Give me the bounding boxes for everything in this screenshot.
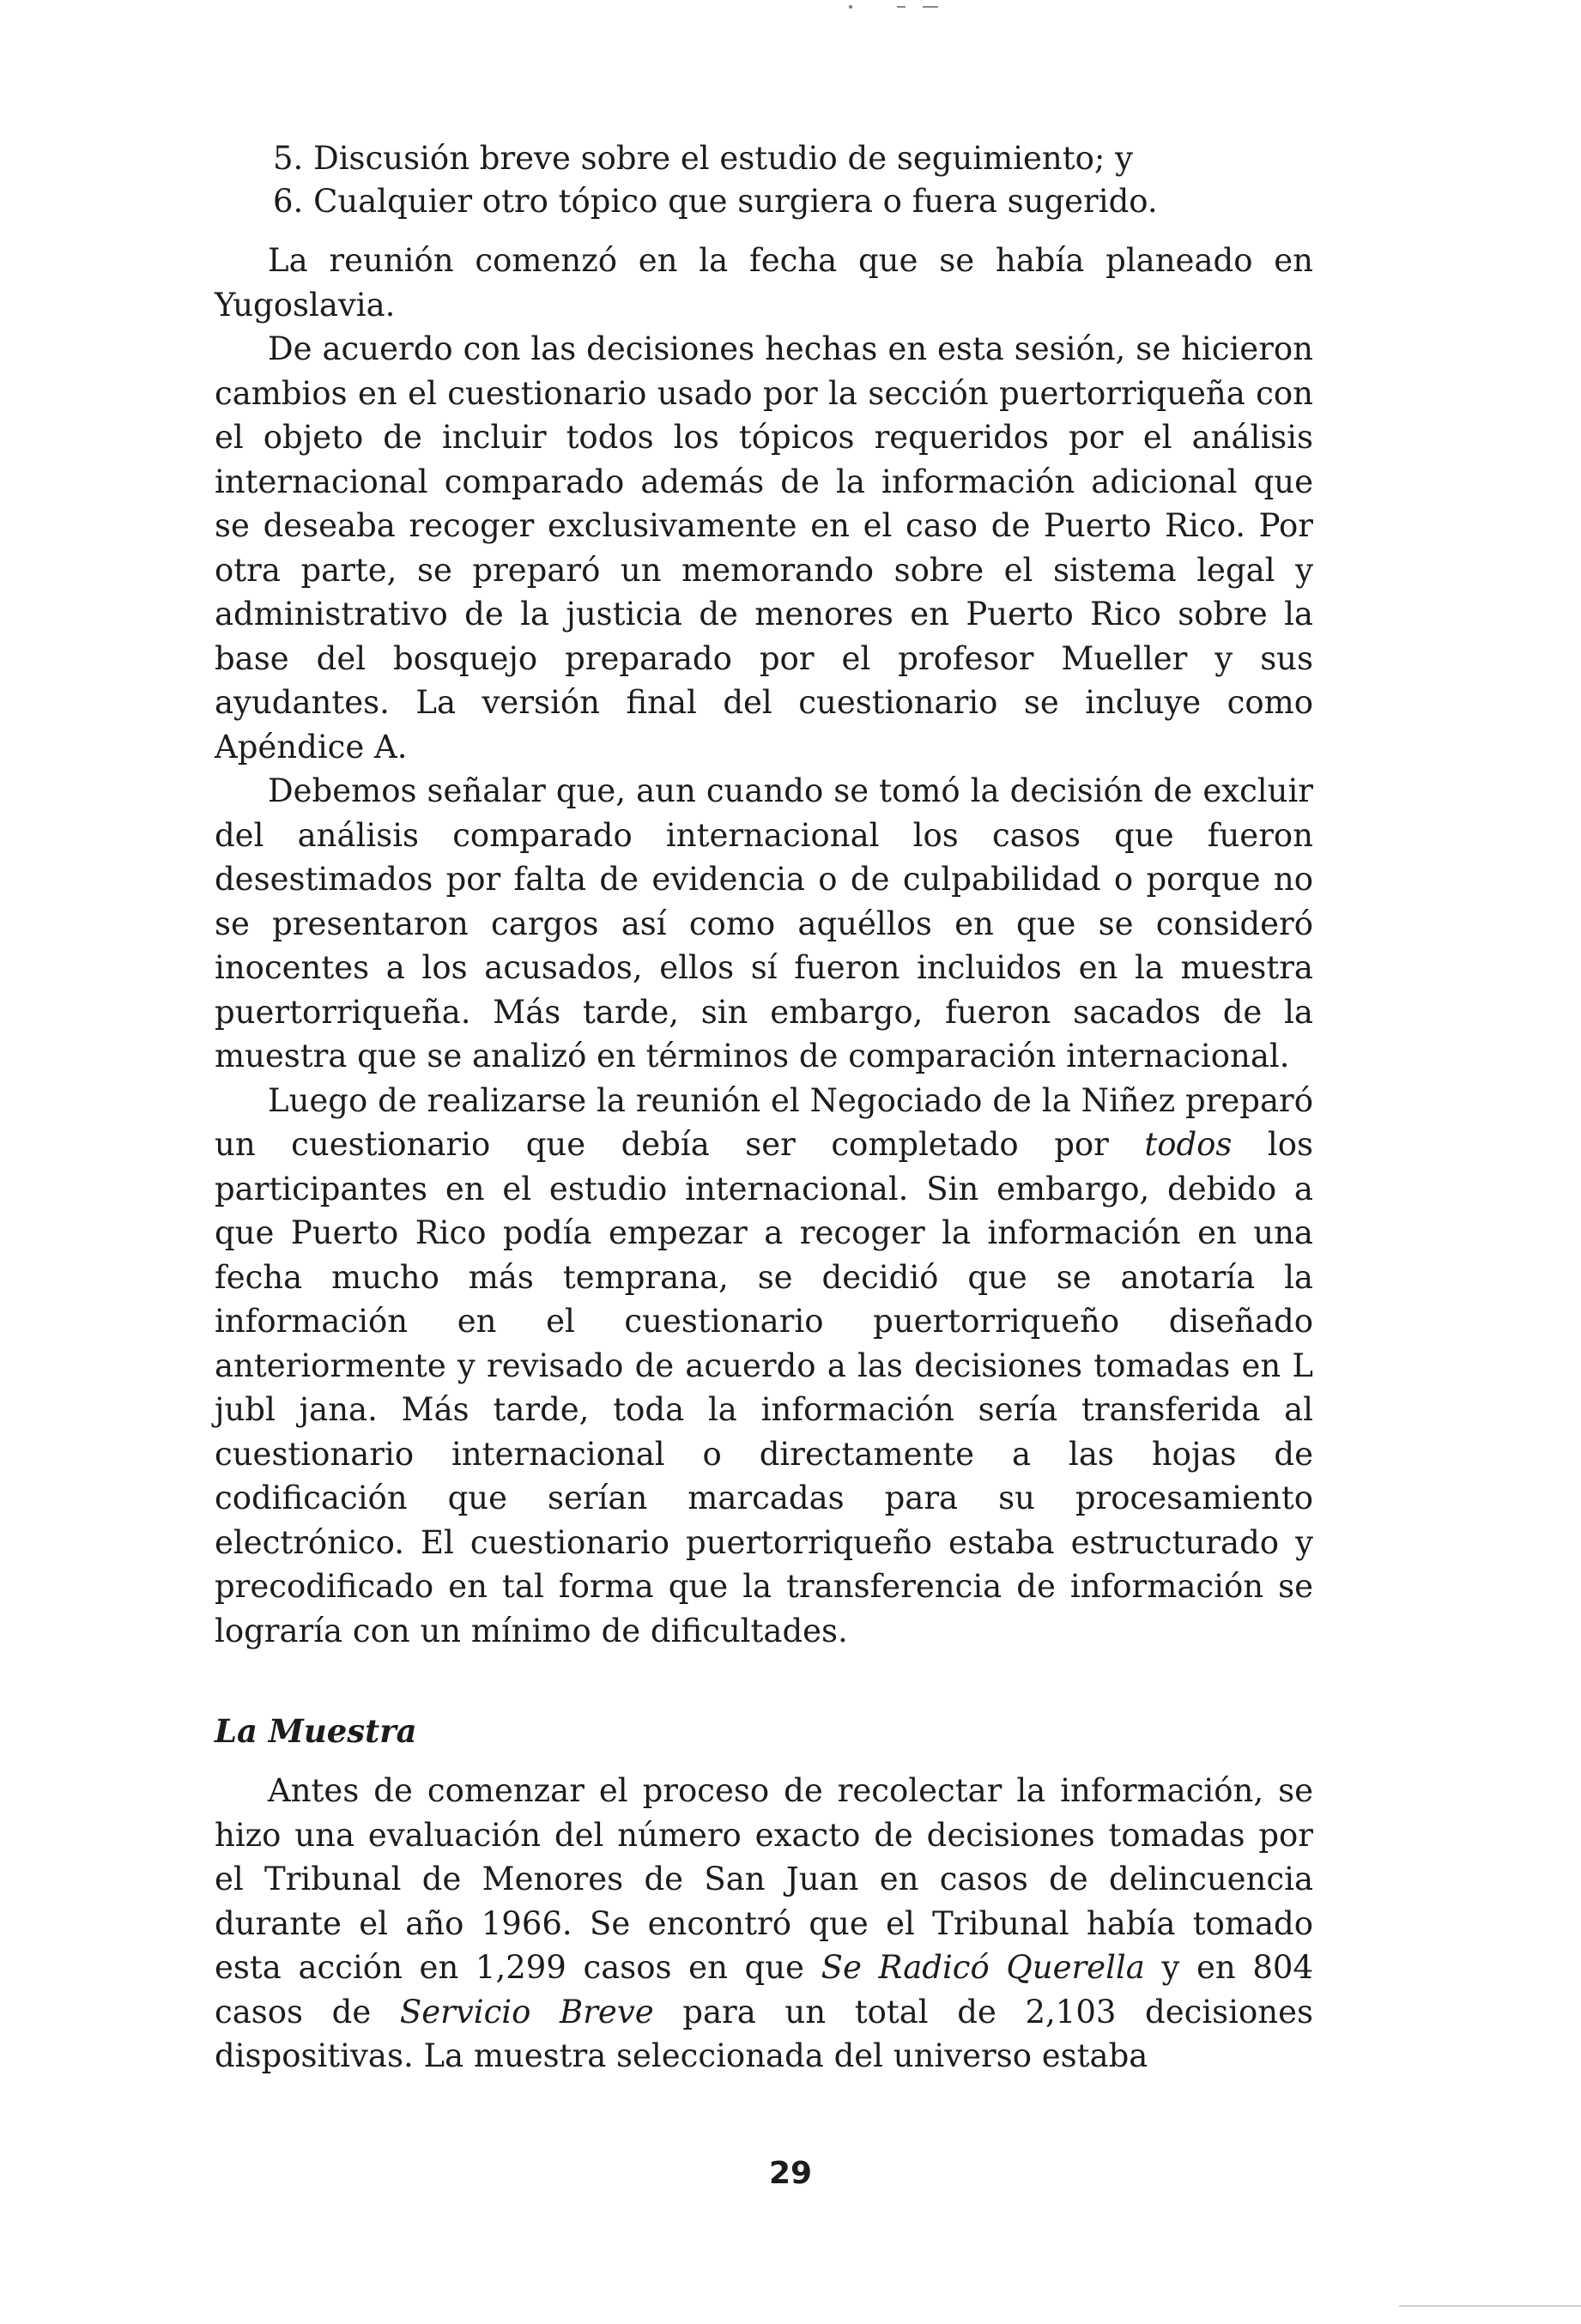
paragraph-sample: Antes de comenzar el proceso de recolectar la información, se hizo una evaluación del número exacto de decisiones tomadas por el Tribunal de Menores de San Juan en casos de delincuencia durante el año 1966. Se encontró que el Tribunal había tomado esta acción en 1,299 casos en que Se Radicó Querella y en 804 casos de Servicio Breve para un total de 2,103 decisiones dispositivas. La muestra seleccionada del universo estaba bbox=[215, 1772, 1314, 2074]
page-body bbox=[215, 137, 1313, 2079]
list-item-5: 5. Discusión breve sobre el estudio de seguimiento; y bbox=[273, 140, 1134, 177]
scan-edge-line bbox=[1399, 2305, 1581, 2307]
list-item-6: 6. Cualquier otro tópico que surgiera o fuera sugerido. bbox=[273, 183, 1158, 220]
top-scan-mark bbox=[845, 3, 957, 10]
paragraph-questionnaire-changes: De acuerdo con las decisiones hechas en esta sesión, se hicieron cambios en el cuestionario usado por la sección puertorriqueña con el objeto de incluir todos los tópicos requeridos por el análisis internacional comparado además de la información adicional que se deseaba recoger exclusivamente en el caso de Puerto Rico. Por otra parte, se preparó un memorando sobre el sistema legal y administrativo de la justicia de menores en Puerto Rico sobre la base del bosquejo preparado por el profesor Mueller y sus ayudantes. La versión final del cuestionario se incluye como Apéndice A. bbox=[215, 330, 1313, 766]
page-number: 29 bbox=[768, 2156, 813, 2191]
paragraph-exclusion-note: Debemos señalar que, aun cuando se tomó la decisión de excluir del análisis comparado internacional los casos que fueron desestimados por falta de evidencia o de culpabilidad o porque no se presentaron cargos así como aquéllos en que se consideró inocentes a los acusados, ellos sí fueron incluidos en la muestra puertorriqueña. Más tarde, sin embargo, fueron sacados de la muestra que se analizó en términos de comparación internacional. bbox=[215, 772, 1313, 1074]
numbered-list bbox=[215, 137, 1313, 223]
paragraph-children-bureau: Luego de realizarse la reunión el Negociado de la Niñez preparó un cuestionario que debía ser completado por todos los participantes en el estudio internacional. Sin embargo, debido a que Puerto Rico podía empezar a recoger la información en una fecha mucho más temprana, se decidió que se anotaría la información en el cuestionario puertorriqueño diseñado anteriormente y revisado de acuerdo a las decisiones tomadas en L jubl jana. Más tarde, toda la información sería transferida al cuestionario internacional o directamente a las hojas de codificación que serían marcadas para su procesamiento electrónico. El cuestionario puertorriqueño estaba estructurado y precodificado en tal forma que la transferencia de información se lograría con un mínimo de dificultades. bbox=[215, 1081, 1314, 1649]
paragraph-meeting-start: La reunión comenzó en la fecha que se había planeado en Yugoslavia. bbox=[215, 242, 1313, 324]
section-heading-la-muestra: La Muestra bbox=[215, 1712, 417, 1750]
